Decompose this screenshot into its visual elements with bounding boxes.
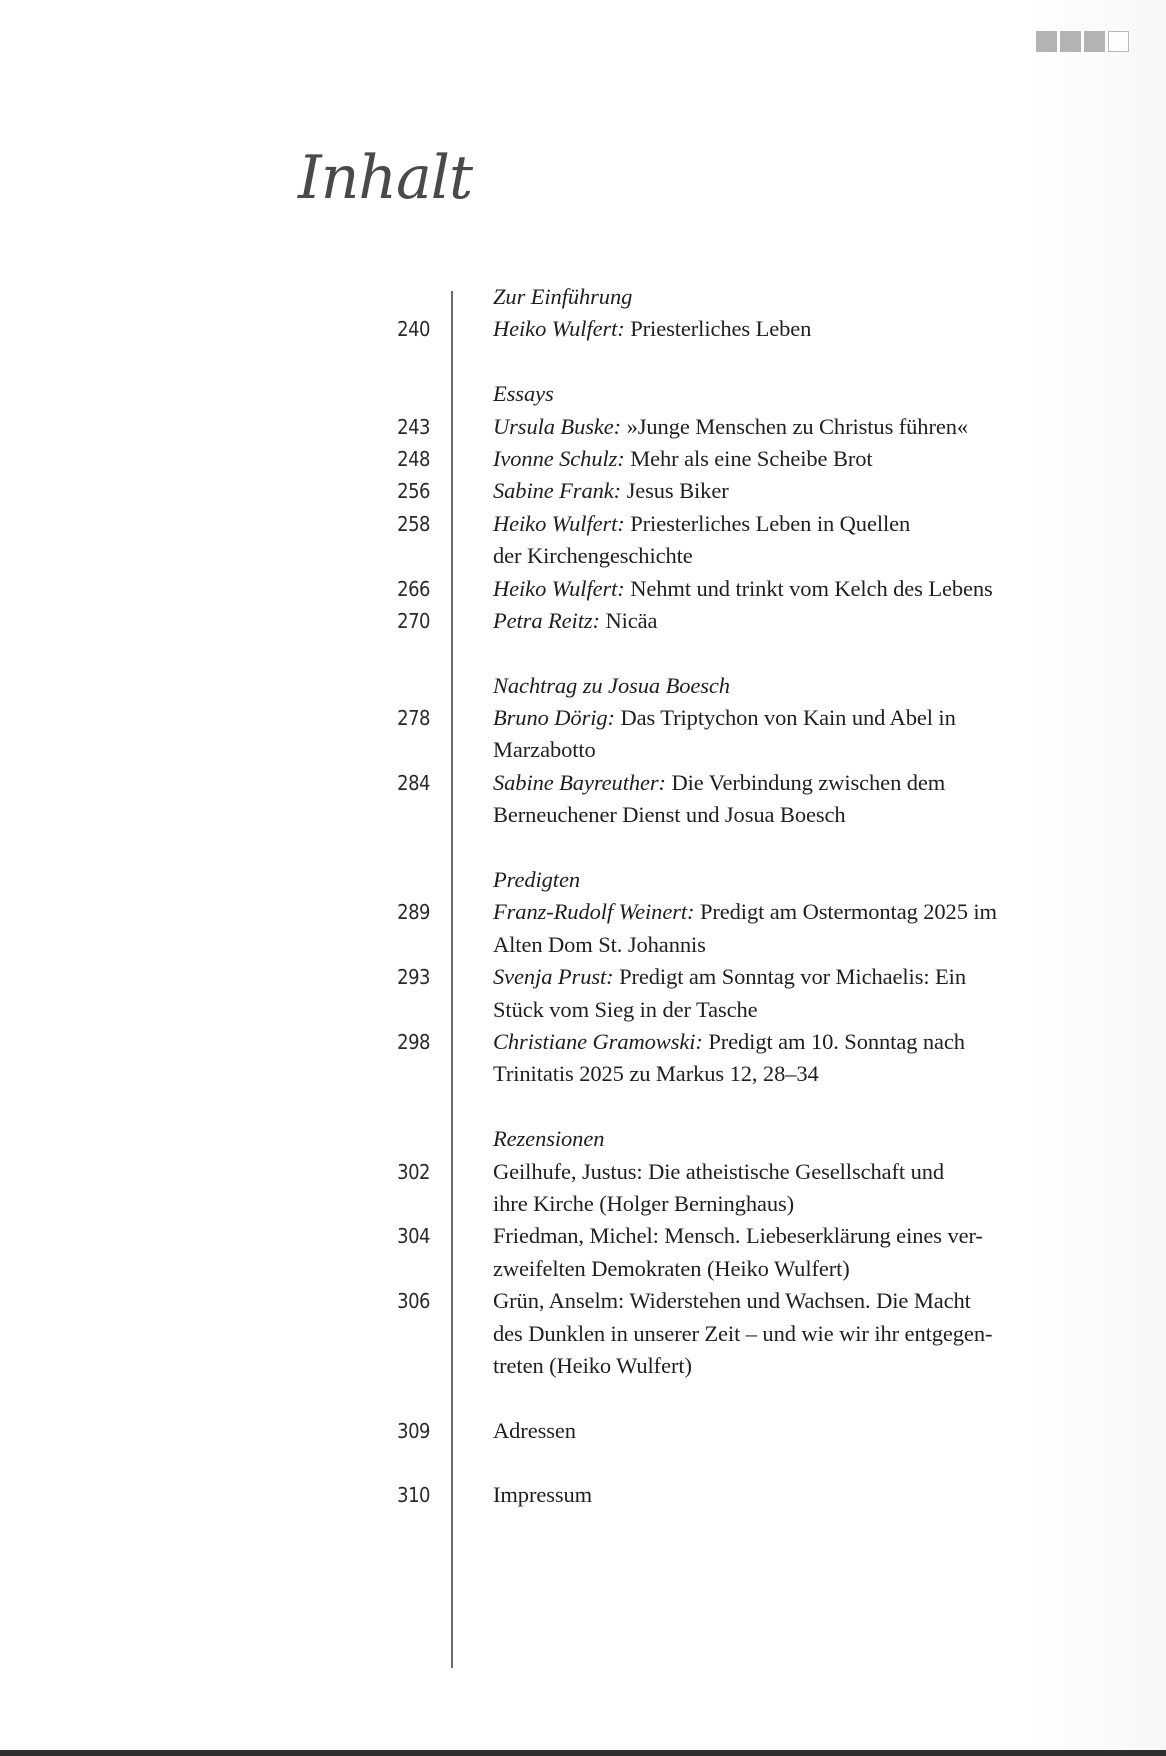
entry-title: Impressum bbox=[493, 1482, 593, 1508]
page-number: 302 bbox=[397, 1159, 430, 1184]
entry-title: Trinitatis 2025 zu Markus 12, 28–34 bbox=[493, 1061, 819, 1087]
section-heading-text: Zur Einführung bbox=[493, 284, 633, 309]
page-number: 284 bbox=[397, 770, 430, 795]
entry-title: Jesus Biker bbox=[626, 478, 729, 504]
toc-entry[interactable] bbox=[0, 1156, 1166, 1221]
entry-author: Heiko Wulfert: bbox=[493, 510, 625, 536]
section-spacer bbox=[0, 1382, 1166, 1414]
toc-entry-line bbox=[0, 1253, 1166, 1285]
entry-author: Sabine Bayreuther: bbox=[493, 769, 666, 795]
entry-text bbox=[493, 411, 968, 443]
entry-title: Mehr als eine Scheibe Brot bbox=[630, 445, 873, 471]
entry-author: Ivonne Schulz: bbox=[493, 445, 625, 471]
page-number: 293 bbox=[397, 965, 430, 990]
entry-text bbox=[493, 1253, 850, 1285]
page-number: 270 bbox=[397, 608, 430, 633]
entry-author: Franz-Rudolf Weinert: bbox=[493, 899, 695, 925]
entry-text bbox=[493, 573, 993, 605]
toc-entry-line bbox=[0, 605, 1166, 637]
page-number: 309 bbox=[397, 1418, 430, 1443]
page-number: 243 bbox=[397, 414, 430, 439]
toc-entry-line bbox=[0, 799, 1166, 831]
page-number: 304 bbox=[397, 1224, 430, 1249]
entry-title: zweifelten Demokraten (Heiko Wulfert) bbox=[493, 1255, 850, 1281]
entry-title: treten (Heiko Wulfert) bbox=[493, 1352, 692, 1378]
toc-entry-line bbox=[0, 443, 1166, 475]
entry-title: Die Verbindung zwischen dem bbox=[671, 769, 946, 795]
toc-entry[interactable] bbox=[0, 767, 1166, 832]
entry-text bbox=[493, 896, 997, 928]
toc-entry-line bbox=[0, 573, 1166, 605]
entry-title: Predigt am 10. Sonntag nach bbox=[708, 1028, 965, 1054]
toc-entry[interactable] bbox=[0, 961, 1166, 1026]
toc-entry-line bbox=[0, 1415, 1166, 1447]
entry-text bbox=[493, 799, 846, 831]
toc-entry-line bbox=[0, 313, 1166, 345]
toc-entry-line bbox=[0, 411, 1166, 443]
entry-title: Priesterliches Leben in Quellen bbox=[630, 510, 911, 536]
toc-entry[interactable] bbox=[0, 411, 1166, 443]
entry-text bbox=[493, 508, 910, 540]
entry-title: Grün, Anselm: Widerstehen und Wachsen. Die Macht bbox=[493, 1288, 971, 1314]
toc-entry-line bbox=[0, 1188, 1166, 1220]
entry-text bbox=[493, 540, 693, 572]
page-indicator bbox=[1036, 31, 1129, 52]
entry-text bbox=[493, 961, 966, 993]
toc-section bbox=[0, 864, 1166, 1091]
entry-title: »Junge Menschen zu Christus führen« bbox=[626, 413, 969, 439]
toc-entry-line bbox=[0, 961, 1166, 993]
entry-title: Nehmt und trinkt vom Kelch des Lebens bbox=[630, 575, 993, 601]
toc-entry-line bbox=[0, 1285, 1166, 1317]
toc-entry-line bbox=[0, 767, 1166, 799]
section-heading bbox=[0, 281, 1166, 313]
section-spacer bbox=[0, 346, 1166, 378]
entry-text bbox=[493, 1156, 944, 1188]
entry-title: Das Triptychon von Kain und Abel in bbox=[620, 705, 956, 731]
entry-author: Heiko Wulfert: bbox=[493, 575, 625, 601]
toc-entry[interactable] bbox=[0, 1479, 1166, 1511]
section-heading bbox=[0, 864, 1166, 896]
toc-entry[interactable] bbox=[0, 573, 1166, 605]
entry-title: Alten Dom St. Johannis bbox=[493, 931, 706, 957]
section-heading-text: Essays bbox=[493, 381, 554, 407]
toc-entry-line bbox=[0, 1156, 1166, 1188]
section-heading-text: Rezensionen bbox=[493, 1126, 605, 1152]
page-number: 298 bbox=[397, 1029, 430, 1054]
page-title: Inhalt bbox=[298, 143, 473, 213]
section-heading bbox=[0, 378, 1166, 410]
entry-title: Priesterliches Leben bbox=[630, 316, 812, 342]
page-indicator-square-filled bbox=[1084, 31, 1105, 52]
entry-text bbox=[493, 702, 956, 734]
toc-entry-line bbox=[0, 1479, 1166, 1511]
section-spacer bbox=[0, 1447, 1166, 1479]
entry-author: Christiane Gramowski: bbox=[493, 1028, 703, 1054]
toc-entry[interactable] bbox=[0, 1220, 1166, 1285]
entry-text bbox=[493, 475, 729, 507]
page-number: 258 bbox=[397, 511, 430, 536]
entry-text bbox=[493, 605, 657, 637]
toc-entry[interactable] bbox=[0, 1285, 1166, 1382]
entry-text bbox=[493, 767, 945, 799]
toc-entry[interactable] bbox=[0, 443, 1166, 475]
entry-text bbox=[493, 1415, 576, 1447]
toc-entry[interactable] bbox=[0, 313, 1166, 345]
page-number: 240 bbox=[397, 317, 430, 342]
section-heading-text: Nachtrag zu Josua Boesch bbox=[493, 672, 730, 698]
entry-title: Marzabotto bbox=[493, 737, 596, 763]
entry-author: Heiko Wulfert: bbox=[493, 316, 625, 342]
section-spacer bbox=[0, 1091, 1166, 1123]
page-number: 278 bbox=[397, 706, 430, 731]
section-heading bbox=[0, 670, 1166, 702]
entry-title: Geilhufe, Justus: Die atheistische Gesellschaft und bbox=[493, 1158, 945, 1184]
entry-title: des Dunklen in unserer Zeit – und wie wir ihr entgegen- bbox=[493, 1320, 993, 1346]
entry-author: Svenja Prust: bbox=[493, 964, 614, 990]
section-spacer bbox=[0, 832, 1166, 864]
toc-entry-line bbox=[0, 734, 1166, 766]
page-indicator-square-filled bbox=[1036, 31, 1057, 52]
page-number: 266 bbox=[397, 576, 430, 601]
toc-section bbox=[0, 1479, 1166, 1511]
toc-entry[interactable] bbox=[0, 605, 1166, 637]
toc-entry-line bbox=[0, 1058, 1166, 1090]
entry-title: Friedman, Michel: Mensch. Liebeserklärung eines ver- bbox=[493, 1223, 983, 1249]
entry-title: Berneuchener Dienst und Josua Boesch bbox=[493, 802, 846, 828]
section-heading-text: Predigten bbox=[493, 867, 580, 893]
toc-entry-line bbox=[0, 540, 1166, 572]
toc-entry[interactable] bbox=[0, 896, 1166, 961]
toc-entry-line bbox=[0, 1220, 1166, 1252]
entry-title: Nicäa bbox=[605, 607, 658, 633]
toc-section bbox=[0, 670, 1166, 832]
toc-entry-line bbox=[0, 475, 1166, 507]
toc-section bbox=[0, 1123, 1166, 1382]
toc-entry[interactable] bbox=[0, 1026, 1166, 1091]
entry-text bbox=[493, 1479, 592, 1511]
page-number: 248 bbox=[397, 446, 430, 471]
page-number: 256 bbox=[397, 479, 430, 504]
page-indicator-square-filled bbox=[1060, 31, 1081, 52]
entry-text bbox=[493, 1350, 692, 1382]
toc-entry-line bbox=[0, 896, 1166, 928]
toc-entry-line bbox=[0, 1026, 1166, 1058]
table-of-contents bbox=[0, 281, 1166, 1512]
page-number: 289 bbox=[397, 900, 430, 925]
entry-title: Predigt am Sonntag vor Michaelis: Ein bbox=[619, 964, 966, 990]
toc-entry-line bbox=[0, 508, 1166, 540]
toc-entry[interactable] bbox=[0, 508, 1166, 573]
entry-title: der Kirchengeschichte bbox=[493, 543, 693, 569]
toc-section bbox=[0, 378, 1166, 637]
entry-text bbox=[493, 443, 873, 475]
page-number: 310 bbox=[397, 1483, 430, 1508]
entry-title: Predigt am Ostermontag 2025 im bbox=[699, 899, 997, 925]
entry-text bbox=[493, 1026, 965, 1058]
section-heading bbox=[0, 1123, 1166, 1155]
toc-entry-line bbox=[0, 994, 1166, 1026]
toc-entry-line bbox=[0, 702, 1166, 734]
entry-author: Bruno Dörig: bbox=[493, 705, 615, 731]
entry-author: Petra Reitz: bbox=[493, 607, 600, 633]
entry-text bbox=[493, 929, 706, 961]
entry-title: Stück vom Sieg in der Tasche bbox=[493, 996, 758, 1022]
bottom-bar bbox=[0, 1750, 1166, 1756]
entry-text bbox=[493, 1220, 983, 1252]
entry-text bbox=[493, 1285, 971, 1317]
entry-text bbox=[493, 1188, 794, 1220]
page-number: 306 bbox=[397, 1289, 430, 1314]
toc-entry[interactable] bbox=[0, 475, 1166, 507]
entry-text bbox=[493, 994, 758, 1026]
entry-text bbox=[493, 1318, 992, 1350]
toc-section bbox=[0, 1415, 1166, 1447]
entry-author: Sabine Frank: bbox=[493, 478, 622, 504]
toc-entry-line bbox=[0, 1318, 1166, 1350]
entry-title: ihre Kirche (Holger Berninghaus) bbox=[493, 1190, 795, 1216]
entry-title: Adressen bbox=[493, 1417, 576, 1443]
page-indicator-square-empty bbox=[1108, 31, 1129, 52]
toc-entry[interactable] bbox=[0, 1415, 1166, 1447]
toc-entry-line bbox=[0, 929, 1166, 961]
entry-text bbox=[493, 734, 596, 766]
toc-entry[interactable] bbox=[0, 702, 1166, 767]
section-spacer bbox=[0, 637, 1166, 669]
entry-text bbox=[493, 1058, 819, 1090]
entry-text bbox=[493, 313, 811, 345]
toc-entry-line bbox=[0, 1350, 1166, 1382]
entry-author: Ursula Buske: bbox=[493, 413, 622, 439]
toc-section bbox=[0, 281, 1166, 346]
